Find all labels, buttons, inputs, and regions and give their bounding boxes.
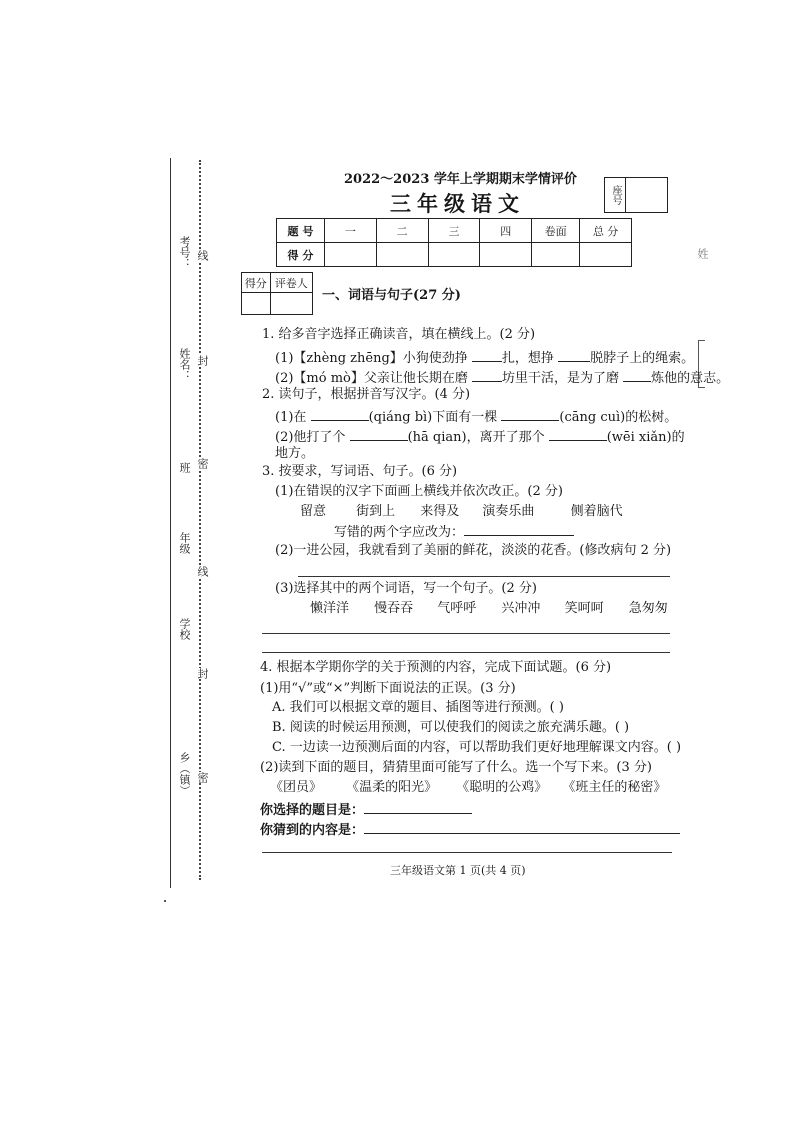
q1-item1 [275, 348, 694, 368]
answer-line[interactable] [262, 633, 670, 634]
score-cell[interactable] [480, 243, 532, 267]
q2-item1 [275, 407, 677, 427]
seal-char: 线 [196, 250, 209, 261]
grader-name-cell[interactable] [270, 293, 312, 315]
page-title: 三年级语文 [390, 191, 525, 216]
q3-part3: (3)选择其中的两个词语，写一个句子。(2 分) [275, 581, 537, 596]
grader-score-cell[interactable] [242, 293, 271, 315]
page-footer: 三年级语文第 1 页(共 4 页) [390, 864, 526, 877]
q1-item2-text: 坊里干活，是为了磨 [502, 371, 620, 386]
grader-score-label: 得分 [242, 273, 271, 293]
answer-blank[interactable] [558, 348, 590, 362]
answer-blank[interactable] [549, 427, 607, 441]
q4-guess-line [260, 820, 680, 840]
q3-fix-label: 写错的两个字应改为： [334, 525, 465, 540]
q3-part1: (1)在错误的汉字下面画上横线并依次改正。(2 分) [275, 484, 563, 499]
seal-char: 封 [196, 668, 209, 679]
score-header-cell: 三 [428, 219, 480, 243]
grader-name-label: 评卷人 [270, 273, 312, 293]
q4-statement-b[interactable]: B. 阅读的时候运用预测，可以使我们的阅读之旅充满乐趣。( ) [272, 720, 630, 735]
q2-item2 [275, 427, 685, 447]
q4-statement-a[interactable]: A. 我们可以根据文章的题目、插图等进行预测。( ) [272, 700, 564, 715]
q4-title-options [270, 779, 667, 797]
q2-item1-text: (cāng cuì)的松树。 [559, 410, 678, 425]
q3-part2: (2)一进公园，我就看到了美丽的鲜花，淡淡的花香。(修改病句 2 分) [275, 543, 672, 558]
seat-box [604, 177, 668, 213]
q3-fix-line [334, 522, 574, 542]
title-option[interactable]: 《班主任的秘密》 [562, 780, 667, 795]
score-header-cell: 四 [480, 219, 532, 243]
answer-blank[interactable] [501, 407, 559, 421]
town-label: 乡（镇） [178, 752, 191, 796]
answer-blank[interactable] [623, 368, 651, 382]
score-cell[interactable] [532, 243, 580, 267]
title-option[interactable]: 《温柔的阳光》 [346, 780, 438, 795]
q4-stem: 4. 根据本学期你学的关于预测的内容，完成下面试题。(6 分) [260, 660, 612, 675]
exam-no-label: 考号： [178, 236, 191, 269]
word-item[interactable]: 侧着脑代 [570, 504, 623, 519]
word-item[interactable]: 街到上 [356, 504, 396, 519]
word-item[interactable]: 慢吞吞 [374, 601, 414, 616]
binding-line [170, 158, 171, 888]
term-heading: 2022～2023 学年上学期期末学情评价 [344, 172, 577, 187]
word-item[interactable]: 演奏乐曲 [482, 504, 535, 519]
q2-item2-continuation: 地方。 [275, 446, 315, 461]
seal-char: 密 [196, 458, 209, 469]
q4-part1: (1)用“√”或“×”判断下面说法的正误。(3 分) [260, 681, 516, 696]
score-cell[interactable] [580, 243, 632, 267]
answer-blank[interactable] [364, 820, 680, 834]
q1-item2 [275, 368, 729, 388]
class-label: 班 [178, 462, 191, 473]
grader-box [241, 272, 313, 315]
q4-part2: (2)读到下面的题目，猜猜里面可能写了什么。选一个写下来。(3 分) [260, 760, 652, 775]
edge-char: 姓 [696, 248, 709, 259]
q1-item1-text: 扎，想挣 [501, 351, 554, 366]
seat-label: 座号 [605, 178, 626, 212]
q4-guess-label: 你猜到的内容是： [260, 823, 365, 838]
answer-blank[interactable] [472, 368, 502, 382]
q3-words3 [310, 600, 681, 618]
q4-chosen-label: 你选择的题目是： [260, 803, 365, 818]
score-cell[interactable] [428, 243, 480, 267]
q3-words1 [300, 503, 643, 521]
q2-item2-text: (2)他打了个 [275, 430, 346, 445]
score-header-cell: 二 [376, 219, 428, 243]
seal-char: 密 [196, 772, 209, 783]
answer-blank[interactable] [350, 427, 408, 441]
q1-item2-text: 炼他的意志。 [651, 371, 730, 386]
word-item[interactable]: 来得及 [420, 504, 460, 519]
word-item[interactable]: 急匆匆 [628, 601, 668, 616]
answer-line[interactable] [262, 852, 672, 853]
q4-chosen-line [260, 800, 472, 820]
score-header-cell: 总 分 [580, 219, 632, 243]
score-header-cell: 一 [324, 219, 376, 243]
answer-blank[interactable] [311, 407, 369, 421]
word-item[interactable]: 兴冲冲 [501, 601, 541, 616]
word-item[interactable]: 笑呵呵 [564, 601, 604, 616]
scan-speck [164, 900, 166, 902]
score-cell[interactable] [376, 243, 428, 267]
q1-item2-text: (2)【mó mò】父亲让他长期在磨 [275, 371, 468, 386]
word-item[interactable]: 留意 [300, 504, 327, 519]
q1-stem: 1. 给多音字选择正确读音，填在横线上。(2 分) [262, 327, 536, 342]
answer-blank[interactable] [364, 800, 472, 814]
word-item[interactable]: 气呼呼 [437, 601, 477, 616]
q2-item1-text: (qiáng bì)下面有一棵 [368, 410, 498, 425]
score-table [276, 218, 632, 267]
q2-item2-text: (hā qian)，离开了那个 [407, 430, 545, 445]
seal-char: 封 [196, 355, 209, 366]
name-label: 姓名： [178, 348, 191, 381]
title-option[interactable]: 《团员》 [270, 780, 323, 795]
q2-item1-text: (1)在 [275, 410, 307, 425]
q4-statement-c[interactable]: C. 一边读一边预测后面的内容，可以帮助我们更好地理解课文内容。( ) [272, 740, 682, 755]
q1-item1-text: 脱脖子上的绳索。 [590, 351, 695, 366]
answer-line[interactable] [262, 652, 670, 653]
score-row-label: 得 分 [277, 243, 325, 267]
answer-line[interactable] [298, 576, 670, 577]
title-option[interactable]: 《聪明的公鸡》 [456, 780, 548, 795]
q1-item1-text: (1)【zhèng zhēng】小狗使劲挣 [275, 351, 468, 366]
section1-heading: 一、词语与句子(27 分) [322, 288, 461, 303]
word-item[interactable]: 懒洋洋 [310, 601, 350, 616]
answer-blank[interactable] [464, 522, 574, 536]
school-label: 学校 [178, 618, 191, 640]
q3-stem: 3. 按要求，写词语、句子。(6 分) [262, 464, 458, 479]
q2-item2-text: (wēi xiǎn)的 [606, 430, 685, 445]
score-cell[interactable] [324, 243, 376, 267]
answer-blank[interactable] [472, 348, 502, 362]
q2-stem: 2. 读句子，根据拼音写汉字。(4 分) [262, 387, 471, 402]
grade-label: 年级 [178, 532, 191, 554]
score-header-cell: 卷面 [532, 219, 580, 243]
seal-char: 线 [196, 566, 209, 577]
score-header-cell: 题 号 [277, 219, 325, 243]
